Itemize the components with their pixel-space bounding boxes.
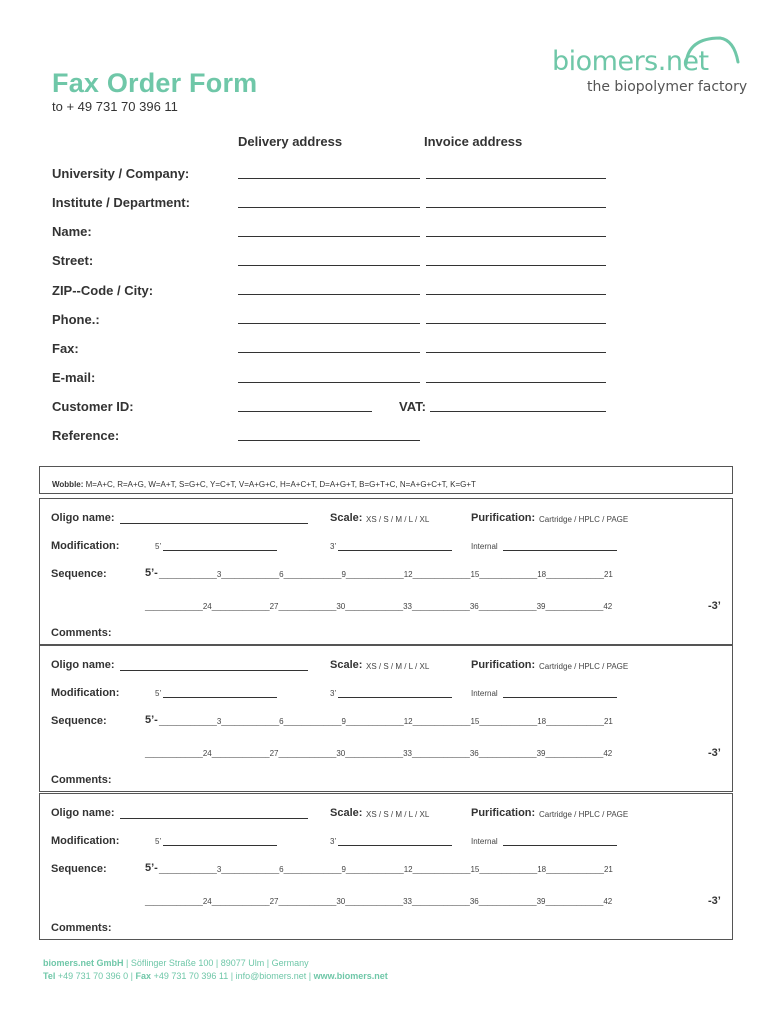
comments-label: Comments: [51,774,112,786]
field-label: Phone.: [52,312,100,327]
purification-label: Purification: [471,807,536,819]
oligo-name-label: Oligo name: [51,807,115,819]
oligo-name-field[interactable] [120,523,308,524]
sequence-blank[interactable]: _____________ [283,717,342,726]
sequence-position-mark: 18 [537,865,547,874]
sequence-position-mark: 3 [216,570,222,579]
modification-label: Modification: [51,540,120,552]
comments-label: Comments: [51,922,112,934]
footer-fax: +49 731 70 396 11 | [153,971,234,981]
sequence-blank[interactable]: _____________ [345,897,404,906]
delivery-company-field[interactable] [238,178,420,179]
sequence-blank[interactable]: _____________ [545,897,604,906]
sequence-position-mark: 12 [403,570,413,579]
invoice-email-field[interactable] [426,382,606,383]
field-label: Name: [52,224,92,239]
scale-label: Scale: [330,659,363,671]
oligo-name-field[interactable] [120,670,308,671]
sequence-position-mark: 39 [536,602,546,611]
modification-label: Modification: [51,835,120,847]
sequence-blank[interactable]: _____________ [278,602,337,611]
oligo-name-label: Oligo name: [51,512,115,524]
sequence-position-mark: 18 [537,570,547,579]
field-label: University / Company: [52,166,190,181]
wobble-codes: M=A+C, R=A+G, W=A+T, S=G+C, Y=C+T, V=A+G+C, H=A+C+T, D=A+G+T, B=G+T+C, N=A+G+C+T, K=G+T [85,480,476,489]
mod-3-label: 3’ [330,542,337,551]
sequence-blank[interactable]: _____________ [278,749,337,758]
seq-start: 5’- [145,714,158,726]
sequence-position-mark: 39 [536,897,546,906]
mod-3-field[interactable] [338,697,452,698]
sequence-row-2[interactable] [145,749,612,758]
invoice-street-field[interactable] [426,265,606,266]
oligo-block [39,645,733,792]
sequence-position-mark: 21 [603,570,613,579]
mod-5-field[interactable] [163,550,277,551]
sequence-position-mark: 21 [603,717,613,726]
sequence-row-2[interactable] [145,602,612,611]
sequence-blank[interactable]: _____________ [546,865,604,874]
sequence-blank[interactable]: _____________ [145,602,203,611]
oligo-name-field[interactable] [120,818,308,819]
mod-5-label: 5’ [155,689,162,698]
sequence-blank[interactable]: _____________ [159,865,217,874]
invoice-phone-field[interactable] [426,323,606,324]
invoice-company-field[interactable] [426,178,606,179]
sequence-position-mark: 12 [403,865,413,874]
modification-label: Modification: [51,687,120,699]
sequence-position-mark: 36 [469,749,479,758]
oligo-block [39,793,733,940]
sequence-blank[interactable]: _____________ [412,865,471,874]
customer-id-label: Customer ID: [52,399,134,414]
footer-company: biomers.net GmbH [43,958,124,968]
fax-number: to + 49 731 70 396 11 [52,99,178,114]
seq-end: -3’ [708,600,721,612]
sequence-blank[interactable]: _____________ [221,717,280,726]
sequence-position-mark: 6 [279,570,284,579]
field-label: E-mail: [52,370,96,385]
sequence-blank[interactable]: _____________ [478,897,537,906]
field-label: Fax: [52,341,79,356]
sequence-blank[interactable]: _____________ [283,570,342,579]
sequence-blank[interactable]: _____________ [412,897,470,906]
scale-options[interactable]: XS / S / M / L / XL [366,662,430,671]
invoice-zip-city-field[interactable] [426,294,606,295]
vat-label: VAT: [399,399,426,414]
sequence-position-mark: 27 [269,897,279,906]
scale-options[interactable]: XS / S / M / L / XL [366,810,430,819]
delivery-address-heading: Delivery address [238,134,343,149]
mod-internal-label: Internal [471,689,498,698]
sequence-position-mark: 36 [469,897,479,906]
scale-label: Scale: [330,807,363,819]
purification-options[interactable]: Cartridge / HPLC / PAGE [539,810,629,819]
purification-label: Purification: [471,659,536,671]
sequence-label: Sequence: [51,863,107,875]
sequence-blank[interactable]: _____________ [345,865,404,874]
sequence-blank[interactable]: _____________ [412,749,470,758]
sequence-position-mark: 42 [603,602,613,611]
comments-label: Comments: [51,627,112,639]
reference-label: Reference: [52,428,120,443]
invoice-department-field[interactable] [426,207,606,208]
sequence-blank[interactable]: _____________ [159,717,217,726]
field-label: Institute / Department: [52,195,190,210]
sequence-row-1[interactable] [159,865,613,874]
mod-internal-field[interactable] [503,845,617,846]
sequence-position-mark: 6 [279,865,284,874]
sequence-blank[interactable]: _____________ [221,865,280,874]
sequence-position-mark: 15 [470,865,480,874]
purification-label: Purification: [471,512,536,524]
sequence-position-mark: 18 [537,717,547,726]
sequence-row-1[interactable] [159,717,613,726]
invoice-name-field[interactable] [426,236,606,237]
sequence-blank[interactable]: _____________ [479,865,538,874]
sequence-position-mark: 24 [202,749,212,758]
scale-options[interactable]: XS / S / M / L / XL [366,515,430,524]
footer-fax-label: Fax [135,971,152,981]
sequence-position-mark: 30 [336,897,346,906]
sequence-blank[interactable]: _____________ [283,865,342,874]
delivery-department-field[interactable] [238,207,420,208]
sequence-position-mark: 9 [341,717,346,726]
sequence-position-mark: 3 [216,865,222,874]
brand-logo [548,32,748,102]
sequence-position-mark: 33 [403,897,412,906]
mod-3-field[interactable] [338,845,452,846]
sequence-blank[interactable]: _____________ [546,717,604,726]
sequence-blank[interactable]: _____________ [412,602,470,611]
scale-label: Scale: [330,512,363,524]
sequence-position-mark: 21 [603,865,613,874]
sequence-blank[interactable]: _____________ [479,717,538,726]
delivery-zip-city-field[interactable] [238,294,420,295]
sequence-position-mark: 39 [536,749,546,758]
sequence-blank[interactable]: _____________ [412,717,471,726]
vat-field[interactable] [430,411,606,412]
mod-internal-field[interactable] [503,697,617,698]
oligo-name-label: Oligo name: [51,659,115,671]
sequence-position-mark: 12 [403,717,413,726]
purification-options[interactable]: Cartridge / HPLC / PAGE [539,515,629,524]
sequence-position-mark: 27 [269,602,279,611]
sequence-blank[interactable]: _____________ [345,602,404,611]
customer-id-field[interactable] [238,411,372,412]
field-label: ZIP--Code / City: [52,283,154,298]
delivery-fax-field[interactable] [238,352,420,353]
sequence-blank[interactable]: _____________ [145,749,203,758]
field-label: Street: [52,253,94,268]
sequence-blank[interactable]: _____________ [345,570,404,579]
sequence-blank[interactable]: _____________ [545,602,604,611]
sequence-blank[interactable]: _____________ [546,570,604,579]
delivery-street-field[interactable] [238,265,420,266]
delivery-name-field[interactable] [238,236,420,237]
seq-start: 5’- [145,567,158,579]
sequence-position-mark: 30 [336,602,346,611]
sequence-label: Sequence: [51,568,107,580]
mod-internal-label: Internal [471,837,498,846]
sequence-blank[interactable]: _____________ [545,749,604,758]
mod-5-field[interactable] [163,845,277,846]
mod-3-label: 3’ [330,837,337,846]
sequence-blank[interactable]: _____________ [211,897,270,906]
sequence-position-mark: 3 [216,717,222,726]
sequence-position-mark: 42 [603,749,613,758]
sequence-position-mark: 36 [469,602,479,611]
footer-contact [43,971,388,981]
wobble-label: Wobble: [52,480,84,489]
sequence-position-mark: 24 [202,897,212,906]
sequence-position-mark: 24 [202,602,212,611]
footer-street: | Söflinger Straße 100 | 89077 Ulm | Germany [126,958,309,968]
sequence-position-mark: 42 [603,897,613,906]
seq-start: 5’- [145,862,158,874]
seq-end: -3’ [708,747,721,759]
sequence-blank[interactable]: _____________ [478,749,537,758]
sequence-blank[interactable]: _____________ [278,897,337,906]
purification-options[interactable]: Cartridge / HPLC / PAGE [539,662,629,671]
sequence-blank[interactable]: _____________ [478,602,537,611]
sequence-position-mark: 15 [470,570,480,579]
sequence-position-mark: 15 [470,717,480,726]
mod-5-label: 5’ [155,837,162,846]
delivery-phone-field[interactable] [238,323,420,324]
sequence-blank[interactable]: _____________ [211,749,270,758]
sequence-position-mark: 9 [341,570,346,579]
sequence-blank[interactable]: _____________ [145,897,203,906]
logo-wordmark: biomers.net [552,46,709,77]
sequence-blank[interactable]: _____________ [345,717,404,726]
mod-5-label: 5’ [155,542,162,551]
invoice-fax-field[interactable] [426,352,606,353]
seq-end: -3’ [708,895,721,907]
sequence-blank[interactable]: _____________ [412,570,471,579]
sequence-position-mark: 6 [279,717,284,726]
footer-web[interactable]: www.biomers.net [313,971,388,981]
oligo-block [39,498,733,645]
logo-tagline: the biopolymer factory [587,79,748,95]
sequence-blank[interactable]: _____________ [221,570,280,579]
sequence-position-mark: 9 [341,865,346,874]
sequence-row-1[interactable] [159,570,613,579]
sequence-position-mark: 33 [403,602,412,611]
sequence-row-2[interactable] [145,897,612,906]
mod-3-label: 3’ [330,689,337,698]
footer-email[interactable]: info@biomers.net | [235,971,312,981]
sequence-position-mark: 27 [269,749,279,758]
mod-5-field[interactable] [163,697,277,698]
sequence-blank[interactable]: _____________ [479,570,538,579]
footer-tel: +49 731 70 396 0 | [57,971,134,981]
mod-internal-field[interactable] [503,550,617,551]
sequence-position-mark: 33 [403,749,412,758]
invoice-address-heading: Invoice address [424,134,523,149]
wobble-legend [52,480,476,489]
mod-3-field[interactable] [338,550,452,551]
sequence-blank[interactable]: _____________ [211,602,270,611]
footer-tel-label: Tel [43,971,56,981]
sequence-blank[interactable]: _____________ [345,749,404,758]
mod-internal-label: Internal [471,542,498,551]
delivery-email-field[interactable] [238,382,420,383]
sequence-blank[interactable]: _____________ [159,570,217,579]
page-title: Fax Order Form [52,68,258,98]
sequence-label: Sequence: [51,715,107,727]
sequence-position-mark: 30 [336,749,346,758]
footer-address [43,958,309,968]
reference-field[interactable] [238,440,420,441]
